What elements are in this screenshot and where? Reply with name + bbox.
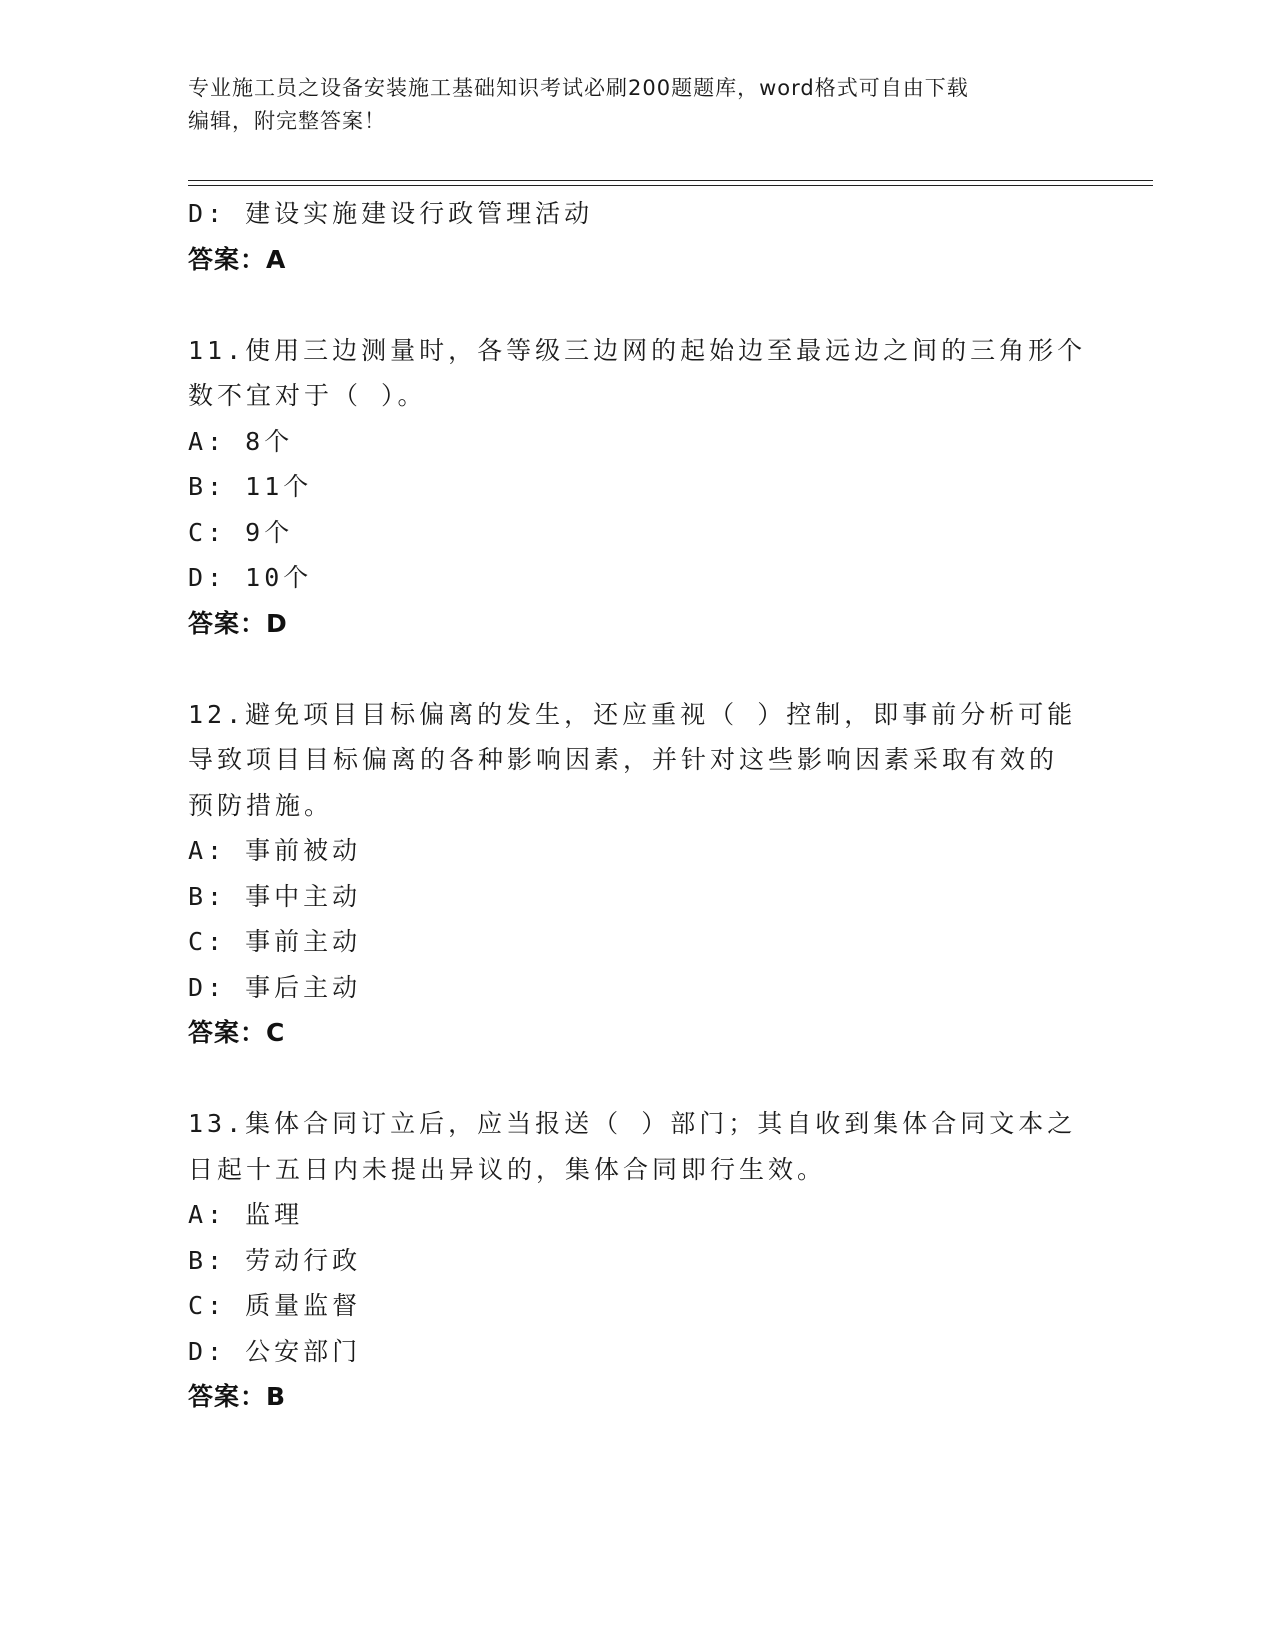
option-d: D: 公安部门 <box>188 1336 362 1366</box>
question-stem-line: 预防措施。 <box>188 790 334 820</box>
option-a: A: 监理 <box>188 1200 304 1229</box>
question-item-12 <box>188 692 1088 1056</box>
option-c: C: 事前主动 <box>188 927 362 956</box>
header-divider-bottom <box>188 185 1153 186</box>
question-stem-line: 数不宜对于（ ）。 <box>188 381 427 410</box>
option-a: A: 8个 <box>188 426 294 456</box>
option-c: C: 质量监督 <box>188 1291 362 1320</box>
option-d: D: 事后主动 <box>188 972 362 1002</box>
spacer <box>188 646 1088 692</box>
answer-line: 答案：D <box>188 608 288 638</box>
answer-line: 答案：A <box>188 244 287 274</box>
option-b: B: 事中主动 <box>188 881 362 911</box>
question-list <box>188 191 1088 1420</box>
option-a: A: 事前被动 <box>188 836 362 865</box>
answer-line: 答案：C <box>188 1018 286 1047</box>
spacer <box>188 282 1088 328</box>
question-item-11 <box>188 328 1088 647</box>
option-b: B: 11个 <box>188 472 313 501</box>
option-b: B: 劳动行政 <box>188 1245 362 1275</box>
question-stem-line: 导致项目目标偏离的各种影响因素，并针对这些影响因素采取有效的 <box>188 745 1059 774</box>
question-item-13 <box>188 1101 1088 1420</box>
question-stem-line: 11.使用三边测量时，各等级三边网的起始边至最远边之间的三角形个 <box>188 335 1087 365</box>
previous-question-tail <box>188 191 1088 282</box>
question-stem-line: 12.避免项目目标偏离的发生，还应重视（ ）控制，即事前分析可能 <box>188 699 1077 729</box>
option-d: D: 建设实施建设行政管理活动 <box>188 199 594 228</box>
option-c: C: 9个 <box>188 517 294 547</box>
document-header <box>188 72 1068 138</box>
option-d: D: 10个 <box>188 563 313 592</box>
header-divider-top <box>188 180 1153 181</box>
header-title-line-1: 专业施工员之设备安装施工基础知识考试必刷200题题库，word格式可自由下载 <box>188 76 969 100</box>
answer-line: 答案：B <box>188 1382 287 1411</box>
header-title-line-2: 编辑，附完整答案！ <box>188 109 386 133</box>
question-stem-line: 日起十五日内未提出异议的，集体合同即行生效。 <box>188 1154 827 1184</box>
question-stem-line: 13.集体合同订立后，应当报送（ ）部门；其自收到集体合同文本之 <box>188 1109 1077 1138</box>
spacer <box>188 1056 1088 1102</box>
